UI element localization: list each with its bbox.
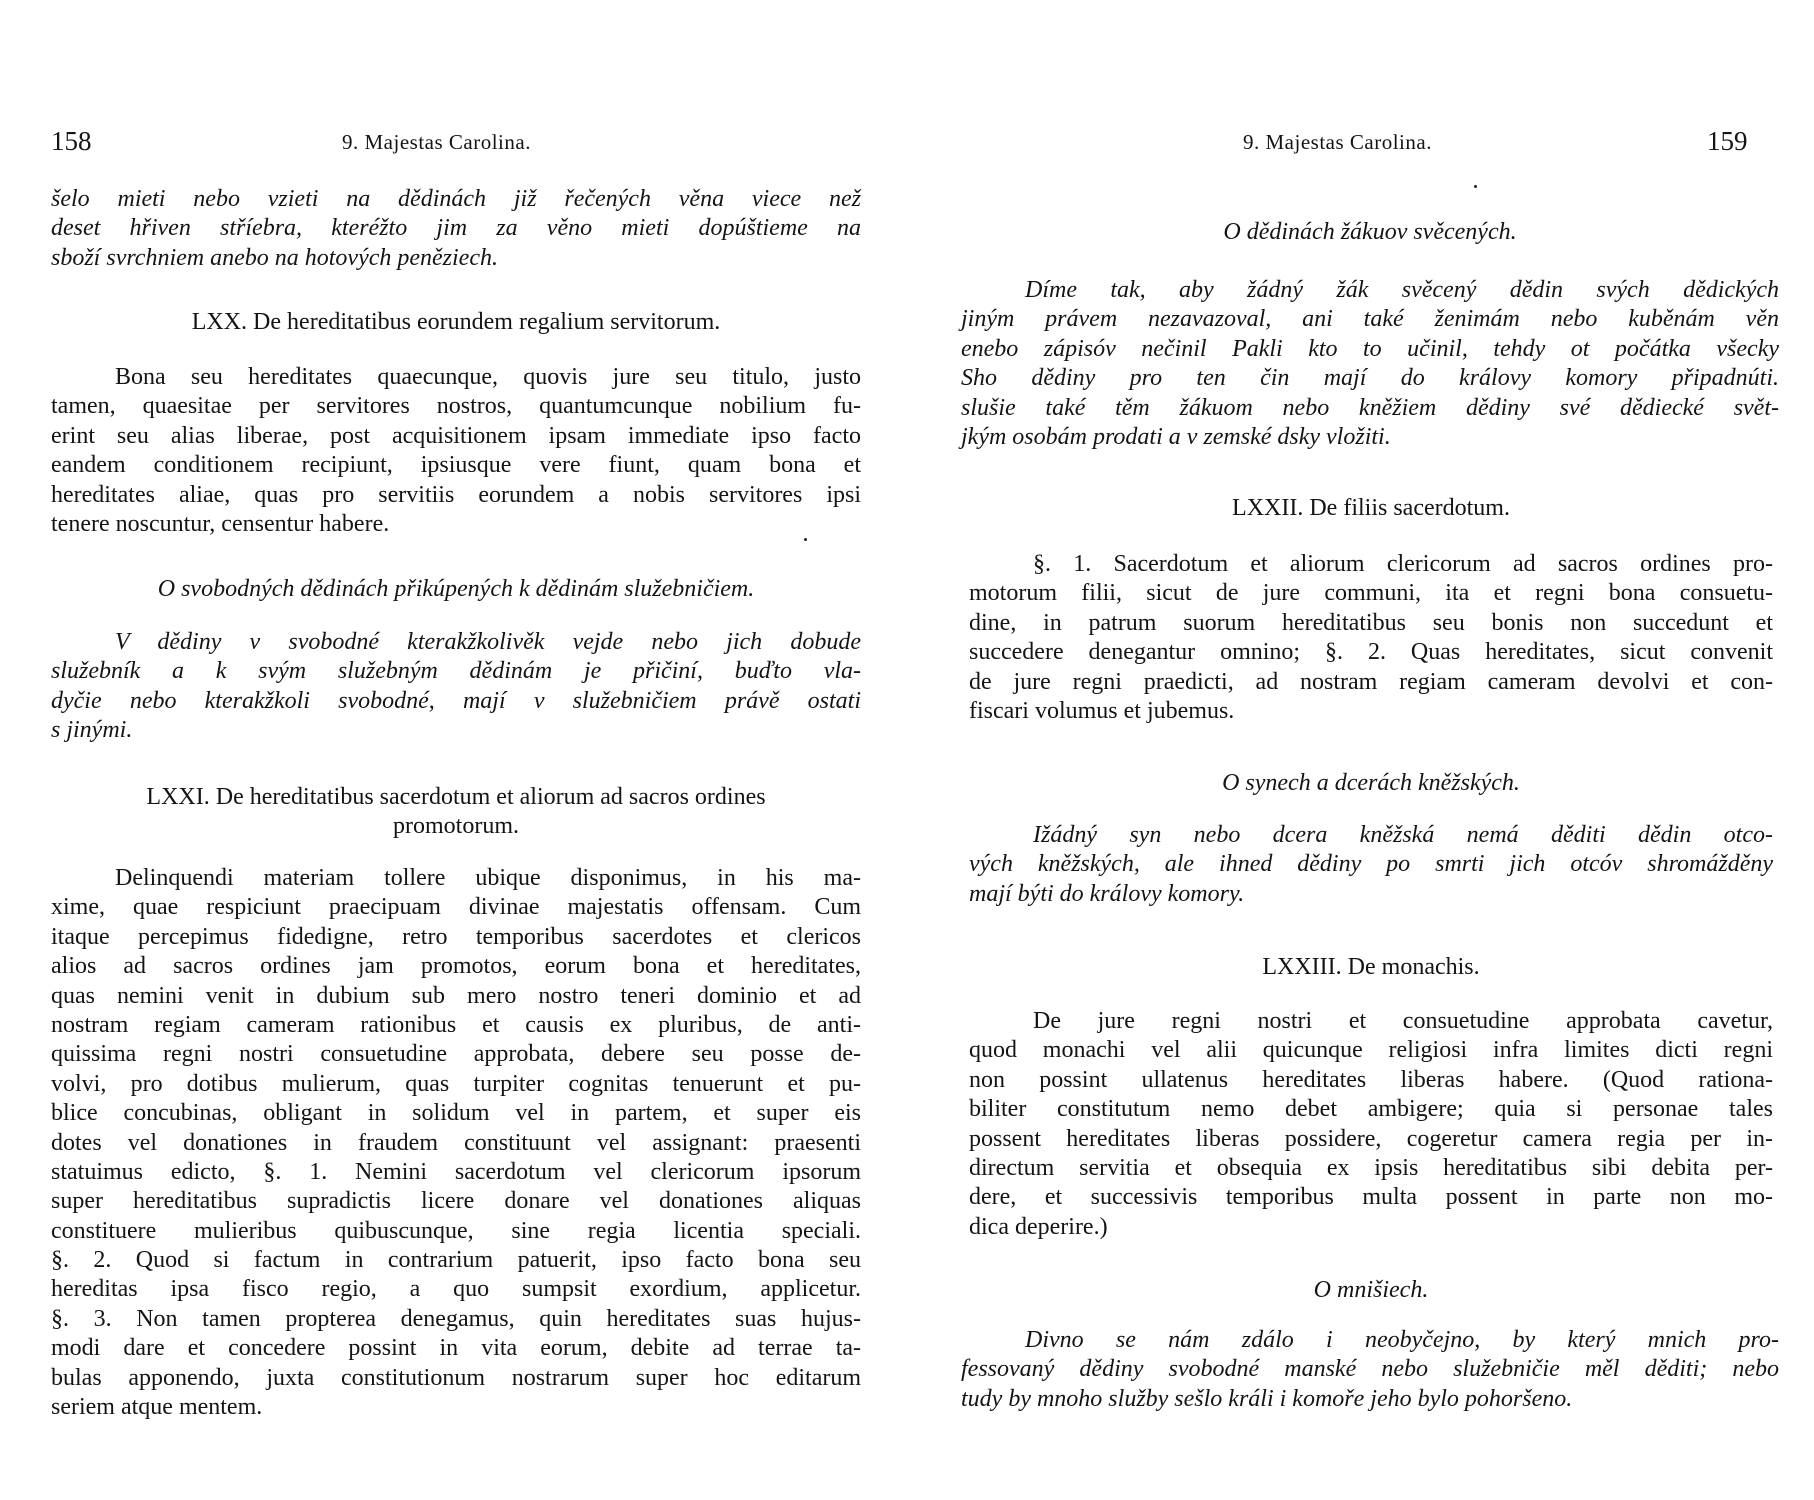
text-paragraph [969, 550, 1773, 726]
text-line: quas nemini venit in dubium sub mero nostro teneri dominio et ad [51, 982, 861, 1009]
heading-line: LXX. De hereditatibus eorundem regalium servitorum. [191, 309, 721, 335]
text-line: Delinquendi materiam tollere ubique disponimus, in his ma- [115, 865, 861, 891]
right-page [907, 0, 1814, 1500]
text-line: V dědiny v svobodné kterakžkolivěk vejde nebo jich dobude [115, 629, 861, 655]
text-paragraph [969, 821, 1773, 909]
text-line: constituere mulieribus quibuscunque, sine regia licentia speciali. [51, 1217, 861, 1244]
section-heading [969, 769, 1773, 798]
text-line: non possint ullatenus hereditates liberas habere. (Quod rationa- [969, 1066, 1773, 1093]
section-heading [51, 783, 861, 842]
page-number: 158 [51, 126, 92, 156]
text-line: s jinými. [51, 717, 133, 744]
text-paragraph [961, 276, 1779, 452]
heading-line: O svobodných dědinách přikúpených k dědinám služebničiem. [157, 576, 755, 602]
heading-line: O dědinách žákuov svěcených. [1223, 219, 1517, 245]
section-heading [51, 308, 861, 337]
text-line: hereditas ipsa fisco regio, a quo sumpsit exordium, applicetur. [51, 1276, 861, 1303]
text-paragraph [969, 1007, 1773, 1242]
heading-line: promotorum. [393, 813, 519, 840]
text-line: alios ad sacros ordines jam promotos, eorum bona et hereditates, [51, 953, 861, 980]
text-line: Díme tak, aby žádný žák svěcený dědin svých dědických [1025, 277, 1779, 303]
text-line: succedere denegantur omnino; §. 2. Quas hereditates, sicut convenit [969, 639, 1773, 666]
text-paragraph [51, 363, 861, 539]
text-line: blice concubinas, obligant in solidum vel in partem, et super eis [51, 1100, 861, 1127]
text-line: dyčie nebo kterakžkoli svobodné, mají v služebničiem právě ostati [51, 687, 861, 714]
text-line: dotes vel donationes in fraudem constituunt vel assignant: praesenti [51, 1129, 861, 1156]
text-line: quissima regni nostri consuetudine approbata, debere seu posse de- [51, 1041, 861, 1068]
text-line: tudy by mnoho služby sešlo králi i komoře jeho bylo pohoršeno. [961, 1385, 1573, 1412]
text-line: De jure regni nostri et consuetudine approbata cavetur, [1033, 1008, 1773, 1034]
text-line: possent hereditates liberas possidere, cogeretur camera regia per in- [969, 1125, 1773, 1152]
text-line: Sho dědiny pro ten čin mají do královy komory připadnúti. [961, 365, 1779, 392]
text-line: erint seu alias liberae, post acquisitionem ipsam immediate ipso facto [51, 422, 861, 449]
text-line: tenere noscuntur, censentur habere. [51, 510, 390, 537]
text-paragraph [961, 1326, 1779, 1414]
text-line: dine, in patrum suorum hereditatibus seu bonis non succedunt et [969, 609, 1773, 636]
text-line: dere, et successivis temporibus multa possent in parte non mo- [969, 1184, 1773, 1211]
text-line: §. 3. Non tamen propterea denegamus, quin hereditates suas hujus- [51, 1305, 861, 1332]
running-head: 9. Majestas Carolina. [1243, 130, 1432, 154]
text-line: bulas apponendo, juxta constitutionum nostrarum super hoc editarum [51, 1364, 861, 1391]
text-line: služebník a k svým služebným dědinám je přičiní, buďto vla- [51, 658, 861, 685]
running-head: 9. Majestas Carolina. [342, 130, 531, 154]
text-line: slušie také těm žákuom nebo kněžiem dědiny své dědiecké svět- [961, 394, 1779, 421]
text-line: §. 1. Sacerdotum et aliorum clericorum ad sacros ordines pro- [1033, 551, 1773, 577]
heading-line: LXXIII. De monachis. [1262, 954, 1480, 980]
text-line: fessovaný dědiny svobodné manské nebo služebničie měl děditi; nebo [961, 1356, 1779, 1383]
text-line: enebo zápisóv nečinil Pakli kto to učinil, tehdy ot počátka všecky [961, 335, 1779, 362]
text-paragraph [51, 185, 861, 273]
text-line: eandem conditionem recipiunt, ipsiusque vere fiunt, quam bona et [51, 452, 861, 479]
text-line: statuimus edicto, §. 1. Nemini sacerdotum vel clericorum ipsorum [51, 1158, 861, 1185]
print-speck [1474, 185, 1477, 188]
heading-line: O mnišiech. [1313, 1277, 1429, 1303]
text-line: deset hřiven stříebra, kteréžto jim za věno mieti dopúštieme na [51, 215, 861, 242]
text-line: xime, quae respiciunt praecipuam divinae majestatis offensam. Cum [51, 894, 861, 921]
text-line: vých kněžských, ale ihned dědiny po smrti jich otcóv shromážděny [969, 851, 1773, 878]
text-line: jiným právem nezavazoval, ani také ženimám nebo kuběnám věn [961, 306, 1779, 333]
text-line: jkým osobám prodati a v zemské dsky vložiti. [961, 423, 1391, 450]
text-line: Ižádný syn nebo dcera kněžská nemá děditi dědin otco- [1033, 822, 1773, 848]
text-line: mají býti do královy komory. [969, 880, 1245, 907]
text-line: dica deperire.) [969, 1213, 1108, 1240]
section-heading [961, 218, 1779, 247]
text-line: šelo mieti nebo vzieti na dědinách již řečených věna viece než [51, 186, 861, 212]
text-line: quod monachi vel alii quicunque religiosi infra limites dicti regni [969, 1037, 1773, 1064]
text-line: hereditates aliae, quas pro servitiis eorundem a nobis servitores ipsi [51, 481, 861, 508]
page-number: 159 [1707, 126, 1748, 156]
heading-line: LXXII. De filiis sacerdotum. [1232, 495, 1510, 521]
text-line: itaque percepimus fidedigne, retro temporibus sacerdotes et clericos [51, 923, 861, 950]
text-line: de jure regni praedicti, ad nostram regiam cameram devolvi et con- [969, 668, 1773, 695]
heading-line: LXXI. De hereditatibus sacerdotum et aliorum ad sacros ordines [146, 784, 766, 810]
text-line: nostram regiam cameram rationibus et causis ex pluribus, de anti- [51, 1011, 861, 1038]
text-line: motorum filii, sicut de jure communi, ita et regni bona consuetu- [969, 580, 1773, 607]
text-line: biliter constitutum nemo debet ambigere; quia si personae tales [969, 1096, 1773, 1123]
text-line: modi dare et concedere possint in vita eorum, debite ad terrae ta- [51, 1335, 861, 1362]
text-line: directum servitia et obsequia ex ipsis hereditatibus sibi debita per- [969, 1154, 1773, 1181]
heading-line: O synech a dcerách kněžských. [1222, 770, 1520, 796]
text-line: super hereditatibus supradictis licere donare vel donationes aliquas [51, 1188, 861, 1215]
section-heading [51, 575, 861, 604]
text-line: volvi, pro dotibus mulierum, quas turpiter cognitas tenuerunt et pu- [51, 1070, 861, 1097]
text-line: tamen, quaesitae per servitores nostros, quantumcunque nobilium fu- [51, 393, 861, 420]
text-line: Bona seu hereditates quaecunque, quovis jure seu titulo, justo [115, 364, 861, 390]
text-line: Divno se nám zdálo i neobyčejno, by který mnich pro- [1025, 1327, 1779, 1353]
text-line: sboží svrchniem anebo na hotových peněziech. [51, 244, 498, 271]
text-paragraph [51, 628, 861, 746]
section-heading [969, 1276, 1773, 1305]
text-paragraph [51, 864, 861, 1422]
text-line: seriem atque mentem. [51, 1394, 263, 1421]
text-line: §. 2. Quod si factum in contrarium patuerit, ipso facto bona seu [51, 1247, 861, 1274]
text-line: fiscari volumus et jubemus. [969, 697, 1235, 724]
section-heading [969, 953, 1773, 982]
section-heading [969, 494, 1773, 523]
